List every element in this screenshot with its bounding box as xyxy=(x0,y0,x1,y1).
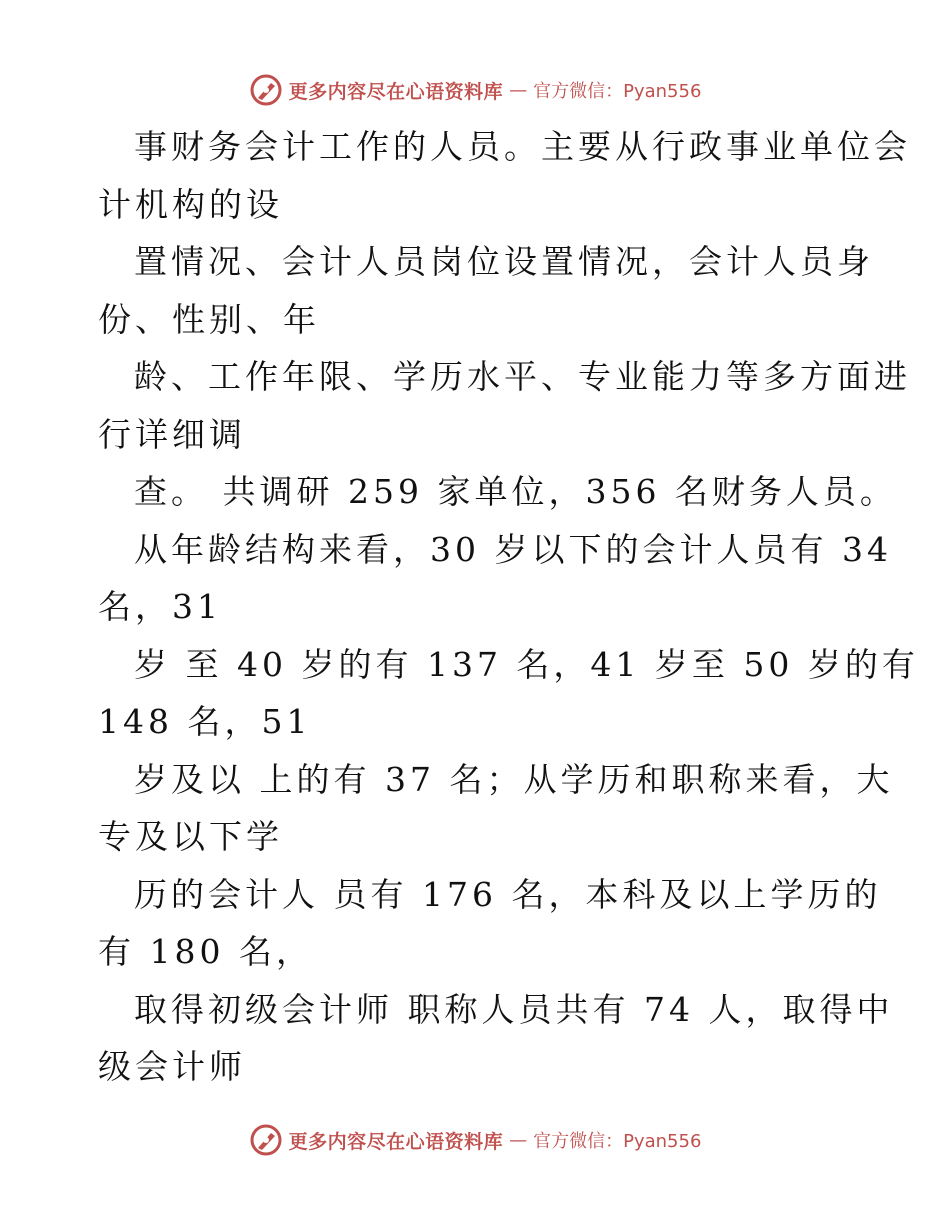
text-line: 置情况、会计人员岗位设置情况，会计人员身 xyxy=(134,242,874,281)
text-line: 取得初级会计师 职称人员共有 74 人，取得中 xyxy=(134,989,894,1029)
document-body xyxy=(98,118,919,1096)
text-line: 148 名，51 xyxy=(98,702,312,741)
text-line: 份、性别、年 xyxy=(98,299,320,339)
text-line: 事财务会计工作的人员。主要从行政事业单位会 xyxy=(134,127,911,166)
text-line: 专及以下学 xyxy=(98,817,283,856)
banner-text: 更多内容尽在心语资料库 xyxy=(288,1130,504,1153)
text-line: 查。 共调研 259 家单位，356 名财务人员。 xyxy=(134,472,897,511)
text-line: 历的会计人 员有 176 名，本科及以上学历的 xyxy=(134,874,882,914)
banner-separator: — xyxy=(509,1129,528,1151)
text-line: 龄、工作年限、学历水平、专业能力等多方面进 xyxy=(134,357,911,396)
text-line: 计机构的设 xyxy=(98,184,283,224)
pen-logo-icon xyxy=(249,73,283,107)
text-line: 名，31 xyxy=(98,587,222,626)
banner-separator: — xyxy=(509,79,528,101)
banner-wechat: 官方微信：Pyan556 xyxy=(533,81,702,102)
text-line: 级会计师 xyxy=(98,1047,246,1086)
text-line: 有 180 名， xyxy=(98,932,313,971)
text-line: 行详细调 xyxy=(98,414,246,454)
text-line: 岁及以 上的有 37 名；从学历和职称来看，大 xyxy=(134,759,894,799)
header-banner xyxy=(0,70,950,110)
text-line: 从年龄结构来看，30 岁以下的会计人员有 34 xyxy=(134,529,892,569)
text-line: 岁 至 40 岁的有 137 名，41 岁至 50 岁的有 xyxy=(134,644,919,684)
pen-logo-icon xyxy=(249,1123,283,1157)
banner-wechat: 官方微信：Pyan556 xyxy=(533,1131,702,1152)
banner-text: 更多内容尽在心语资料库 xyxy=(288,80,504,103)
footer-banner xyxy=(0,1120,950,1160)
